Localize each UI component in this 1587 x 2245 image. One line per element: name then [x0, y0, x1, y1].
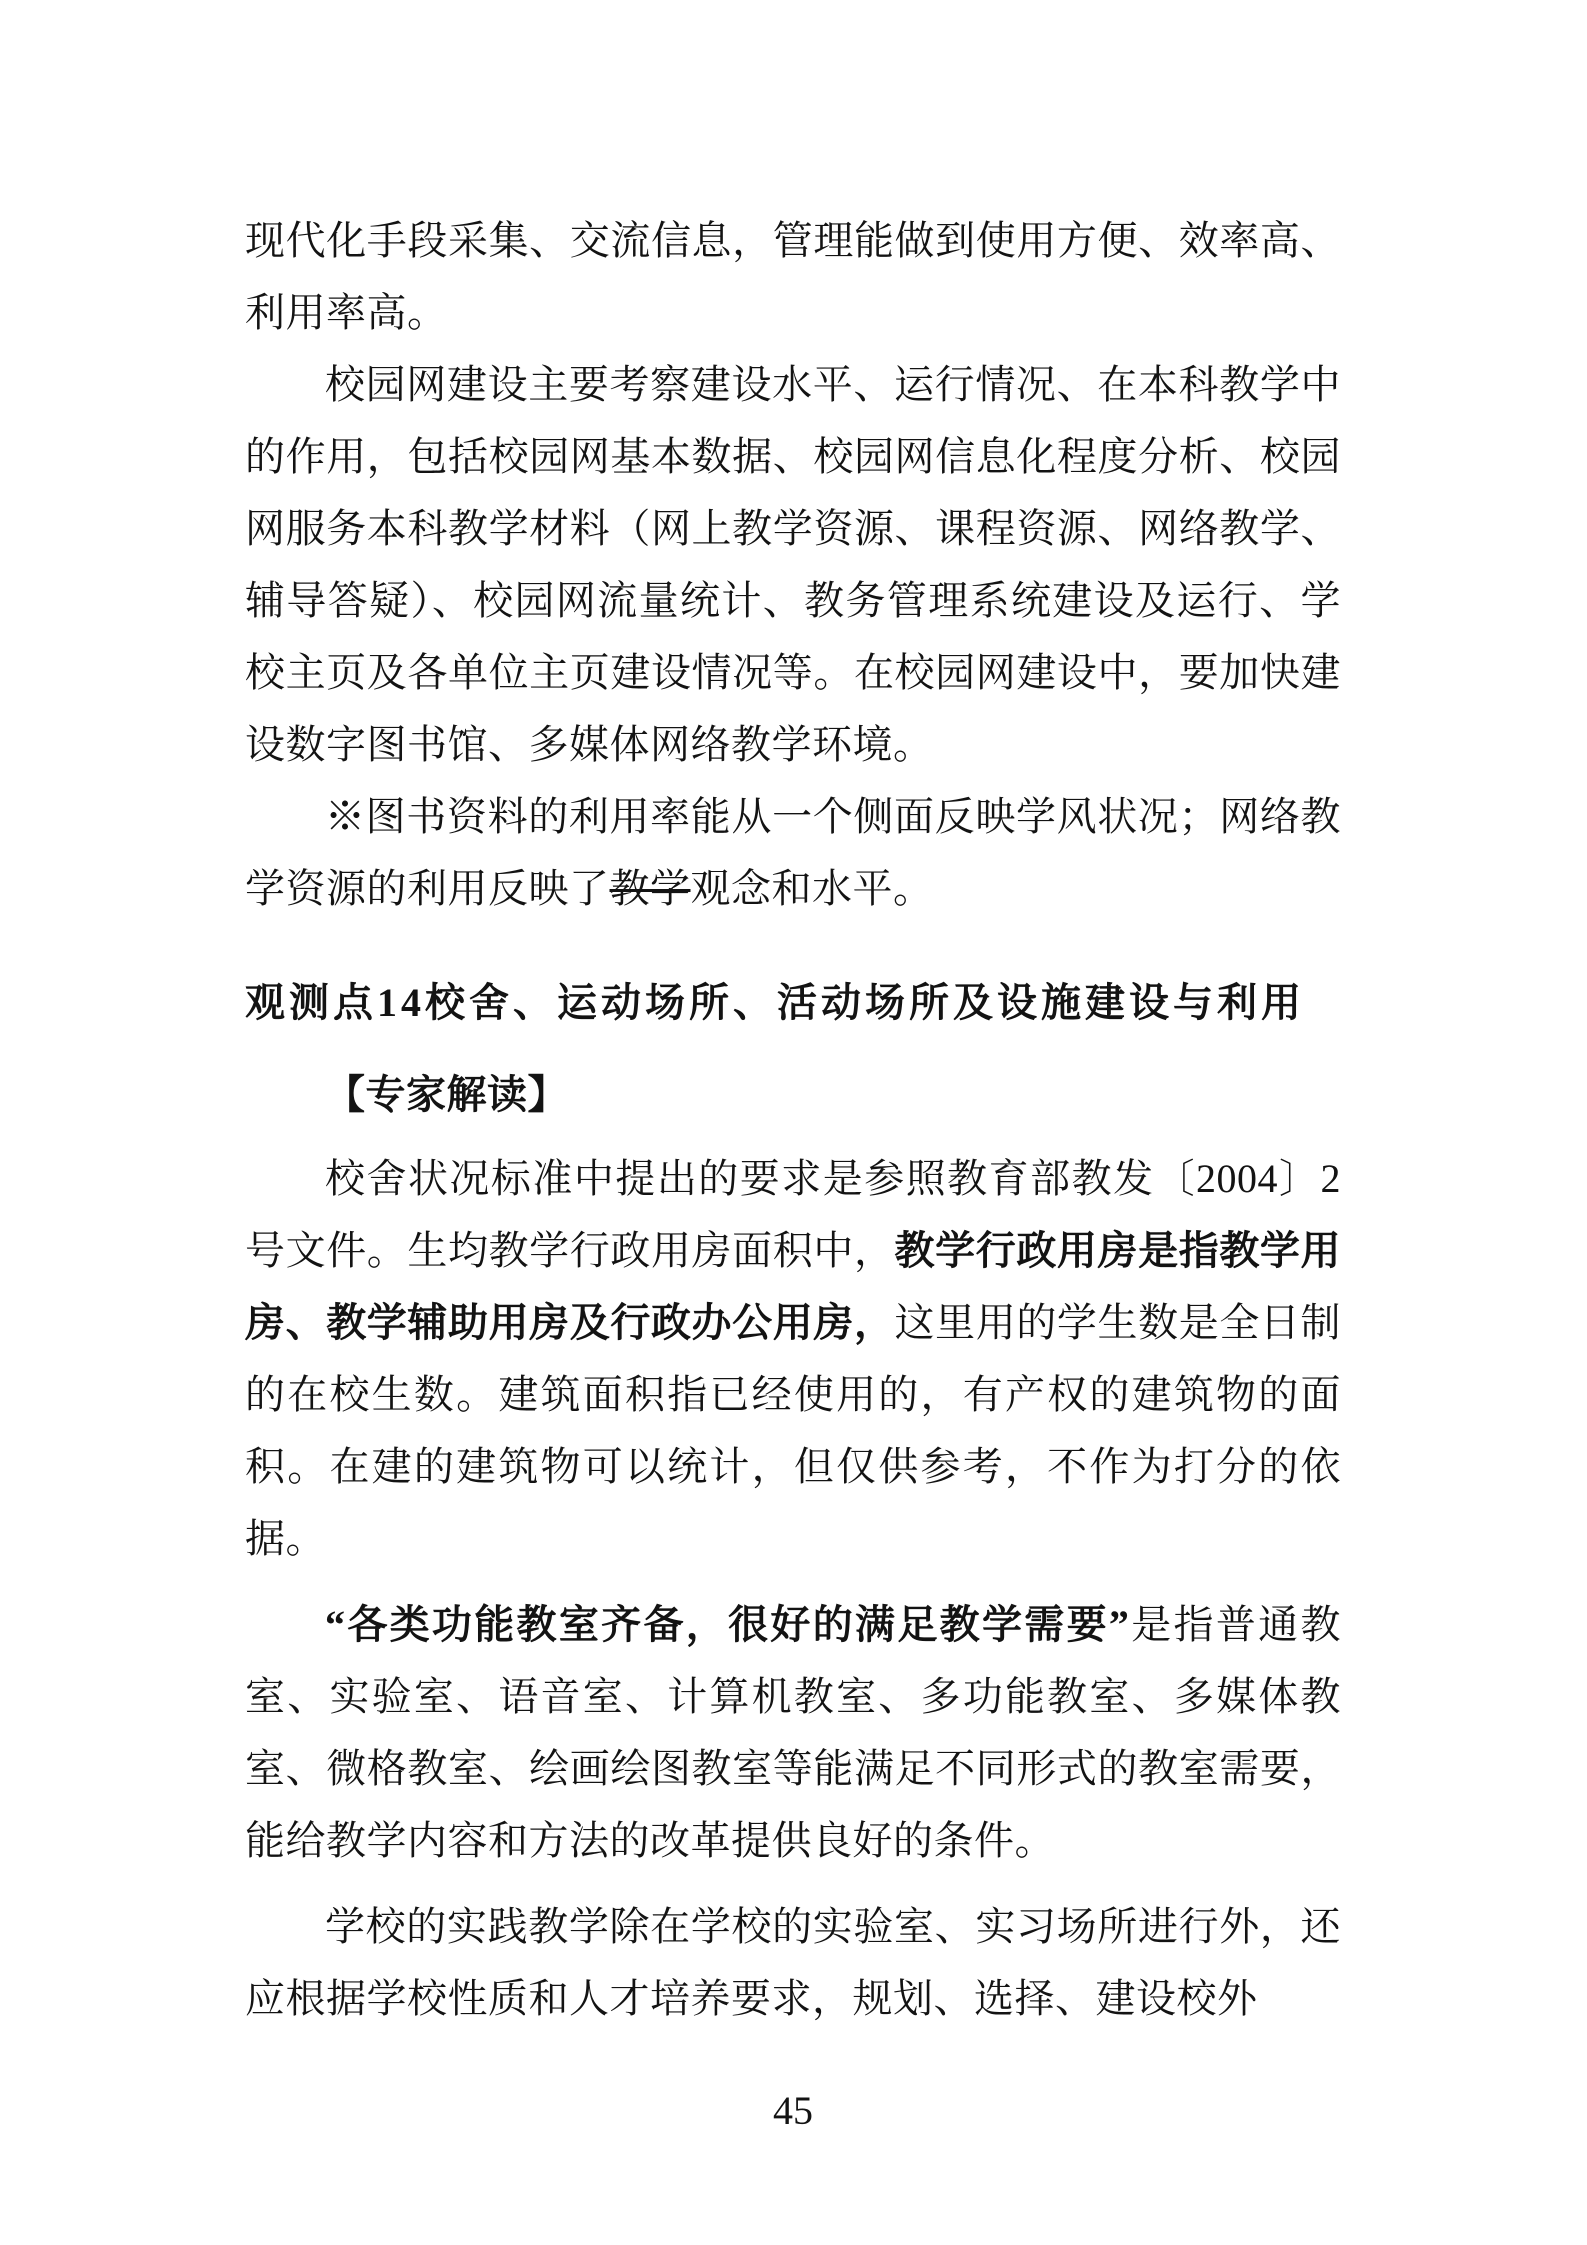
- document-body: [245, 205, 1341, 2035]
- text-run-bold: 观测点14校舍、运动场所、活动场所及设施建设与利用: [245, 980, 1305, 1025]
- paragraph: [245, 1589, 1341, 1877]
- text-run-normal: ※图书资料的利用率能从一个侧面反映学风状况；网络教学资源的利用反映了: [245, 794, 1341, 911]
- heading: [245, 967, 1341, 1039]
- text-run-normal: 这里用的学生数是全日制的在校生数。建筑面积指已经使用的，有产权的建筑物的面积。在建的建筑物可以统计，但仅供参考，不作为打分的依据。: [245, 1300, 1342, 1561]
- text-run-bold: 【专家解读】: [325, 1072, 568, 1117]
- text-run-normal: 现代化手段采集、交流信息，管理能做到使用方便、效率高、利用率高。: [245, 218, 1341, 335]
- text-run-normal: 校舍状况标准中提出的要求是参照教育部教发〔2004〕2号文件。生均教学行政用房面积中，: [245, 1156, 1341, 1273]
- page-number: 45: [773, 2088, 813, 2133]
- paragraph: [245, 205, 1341, 349]
- paragraph: [245, 1891, 1341, 2035]
- text-run-bold: “各类功能教室齐备，很好的满足教学需要”: [325, 1602, 1130, 1647]
- text-run-normal: 是指普通教室、实验室、语音室、计算机教室、多功能教室、多媒体教室、微格教室、绘画绘图教室等能满足不同形式的教室需要，能给教学内容和方法的改革提供良好的条件。: [245, 1602, 1341, 1863]
- subheading: [245, 1059, 1341, 1131]
- text-run-normal: 学校的实践教学除在学校的实验室、实习场所进行外，还应根据学校性质和人才培养要求，规划、选择、建设校外: [245, 1904, 1341, 2021]
- paragraph: [245, 349, 1341, 781]
- text-run-bold: 教学行政用房是指教学用房、教学辅助用房及行政办公用房，: [245, 1228, 1342, 1345]
- paragraph: [245, 1143, 1341, 1575]
- page-footer: [245, 2075, 1341, 2147]
- paragraph: [245, 781, 1341, 925]
- text-run-normal: 观念和水平。: [690, 866, 934, 911]
- text-run-strike: 教学: [609, 866, 691, 911]
- text-run-normal: 校园网建设主要考察建设水平、运行情况、在本科教学中的作用，包括校园网基本数据、校园网信息化程度分析、校园网服务本科教学材料（网上教学资源、课程资源、网络教学、辅导答疑）、校园网流量统计、教务管理系统建设及运行、学校主页及各单位主页建设情况等。在校园网建设中，要加快建设数字图书馆、多媒体网络教学环境。: [245, 362, 1341, 767]
